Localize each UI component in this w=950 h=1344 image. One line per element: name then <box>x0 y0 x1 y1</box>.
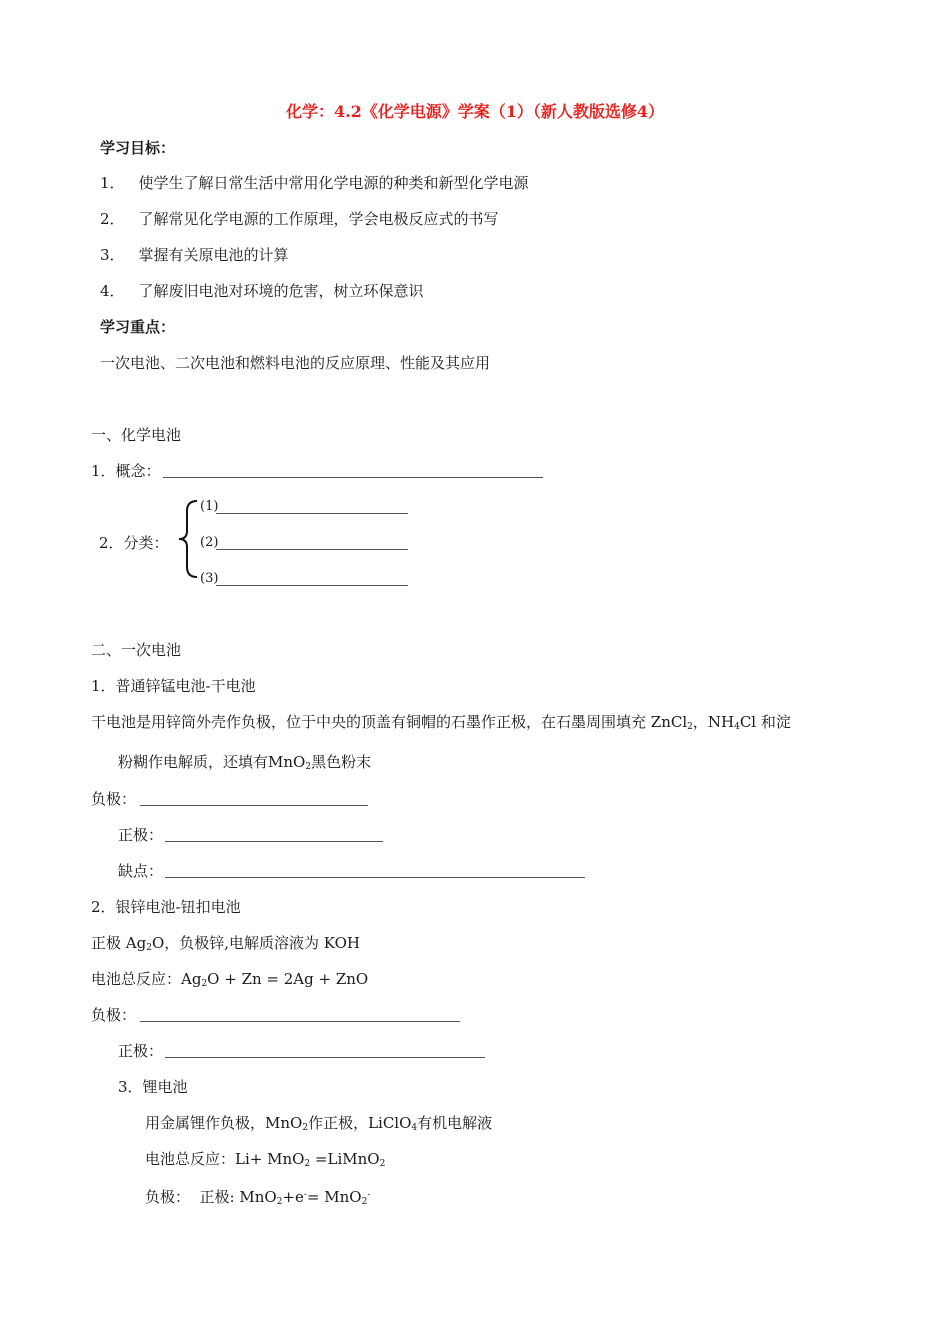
curly-brace-icon <box>177 499 199 579</box>
dry-cell-defect-label: 缺点： <box>118 862 164 880</box>
text-run: Cl 和淀 <box>739 713 791 731</box>
text-run: 正极 Ag <box>91 934 147 952</box>
goal-item-3 <box>100 245 289 265</box>
goal-item-4 <box>100 281 424 301</box>
text-run: 作正极，LiClO <box>308 1114 412 1132</box>
dry-cell-defect-blank <box>165 877 585 878</box>
goal-number: 2． <box>100 210 125 228</box>
goal-number: 1． <box>100 174 125 192</box>
text-run: 粉糊作电解质，还填有MnO <box>118 753 306 771</box>
lithium-description <box>145 1113 492 1138</box>
sub3-heading: 3．锂电池 <box>118 1078 188 1096</box>
dry-cell-negative-blank <box>140 805 368 806</box>
superscript: - <box>367 1190 371 1200</box>
text-run: 用金属锂作负极，MnO <box>145 1114 303 1132</box>
focus-heading: 学习重点： <box>100 318 176 336</box>
classify-item-3: (3) <box>200 571 219 586</box>
goal-number: 3． <box>100 246 125 264</box>
dry-cell-description-line2 <box>118 752 371 777</box>
goal-text: 使学生了解日常生活中常用化学电源的种类和新型化学电源 <box>138 174 529 192</box>
section1-heading: 一、化学电池 <box>91 426 182 444</box>
text-run: =LiMnO <box>310 1150 380 1168</box>
sub1-heading: 1．普通锌锰电池-干电池 <box>91 677 256 695</box>
subscript: 2 <box>305 762 312 772</box>
lithium-electrodes <box>145 1185 370 1212</box>
silver-zinc-positive-label: 正极： <box>118 1042 164 1060</box>
silver-zinc-description <box>91 933 360 958</box>
silver-zinc-negative-label: 负极： <box>91 1006 137 1024</box>
goal-text: 掌握有关原电池的计算 <box>138 246 289 264</box>
goal-text: 了解废旧电池对环境的危害，树立环保意识 <box>138 282 424 300</box>
text-run: 负极： 正极: MnO <box>145 1188 277 1206</box>
silver-zinc-positive-blank <box>165 1057 485 1058</box>
subscript: 2 <box>304 1159 311 1169</box>
lithium-reaction <box>145 1149 385 1174</box>
subscript: 2 <box>361 1197 368 1207</box>
subscript: 2 <box>302 1123 309 1133</box>
classify-blank-line-2 <box>216 549 408 550</box>
subscript: 4 <box>411 1123 418 1133</box>
text-run: O，负极锌,电解质溶液为 KOH <box>151 934 360 952</box>
dry-cell-negative-label: 负极： <box>91 790 137 808</box>
text-run: 有机电解液 <box>417 1114 493 1132</box>
document-title: 化学：4.2《化学电源》学案（1）（新人教版选修4） <box>285 102 665 121</box>
subscript: 2 <box>276 1197 283 1207</box>
classify-item-2: (2) <box>200 535 219 550</box>
goal-item-2 <box>100 209 499 229</box>
text-run: 黑色粉末 <box>311 753 372 771</box>
dry-cell-positive-blank <box>165 841 383 842</box>
classify-blank-line-3 <box>216 585 408 586</box>
classify-blank-line-1 <box>216 513 408 514</box>
concept-blank-line <box>163 477 543 478</box>
text-run: 干电池是用锌筒外壳作负极，位于中央的顶盖有铜帽的石墨作正极，在石墨周围填充 ZnCl <box>91 713 688 731</box>
subscript: 2 <box>201 979 208 989</box>
silver-zinc-reaction <box>91 969 368 994</box>
superscript: - <box>303 1190 307 1200</box>
dry-cell-description-line1 <box>91 712 791 737</box>
text-run: 电池总反应：Ag <box>91 970 202 988</box>
goal-item-1 <box>100 173 529 193</box>
text-run: = MnO <box>306 1188 362 1206</box>
goal-number: 4． <box>100 282 125 300</box>
goal-text: 了解常见化学电源的工作原理，学会电极反应式的书写 <box>138 210 499 228</box>
silver-zinc-negative-blank <box>140 1021 460 1022</box>
dry-cell-positive-label: 正极： <box>118 826 164 844</box>
focus-text: 一次电池、二次电池和燃料电池的反应原理、性能及其应用 <box>100 354 491 372</box>
classify-item-1: (1) <box>200 499 219 514</box>
concept-label: 1．概念： <box>91 462 161 480</box>
classify-label: 2．分类： <box>99 534 169 552</box>
subscript: 2 <box>687 722 693 732</box>
text-run: +e <box>282 1188 304 1206</box>
subscript: 4 <box>734 722 740 732</box>
sub2-heading: 2．银锌电池-钮扣电池 <box>91 898 241 916</box>
text-run: ，NH <box>692 713 735 731</box>
subscript: 2 <box>146 943 152 953</box>
text-run: O + Zn = 2Ag + ZnO <box>207 970 369 988</box>
goals-heading: 学习目标： <box>100 139 176 157</box>
text-run: 电池总反应：Li+ MnO <box>145 1150 305 1168</box>
subscript: 2 <box>379 1159 386 1169</box>
section2-heading: 二、一次电池 <box>91 641 182 659</box>
